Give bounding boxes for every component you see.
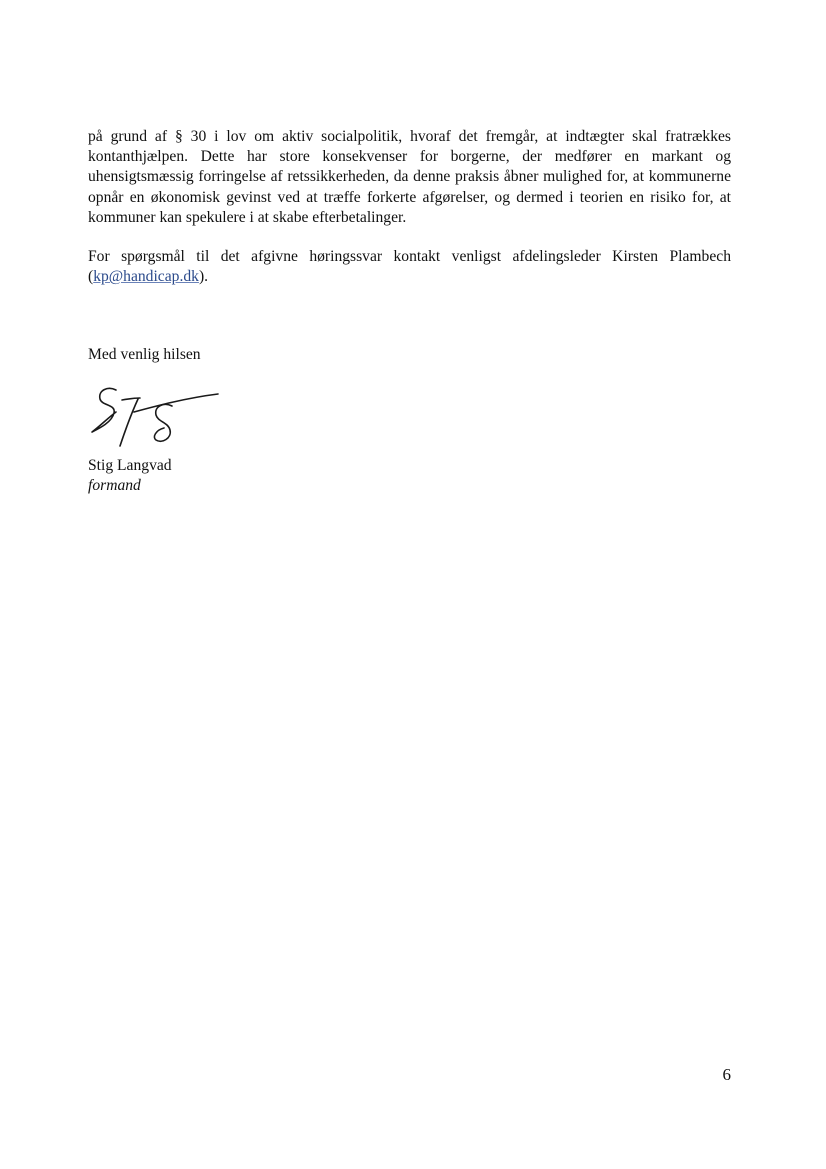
contact-email-link[interactable]: kp@handicap.dk: [93, 268, 199, 286]
body-paragraph-1: på grund af § 30 i lov om aktiv socialpolitik, hvoraf det fremgår, at indtægter skal fratrækkes kontanthjælpen. Dette har store konsekvenser for borgerne, der medfører en markant og uhensigtsmæssig forringelse af retssikkerheden, da denne praksis åbner mulighed for, at kommunerne opnår en økonomisk gevinst ved at træffe forkerte afgørelser, og dermed i teorien en risiko for, at kommuner kan spekulere i at skabe efterbetalinger.: [88, 128, 731, 226]
body-paragraph-2: [88, 247, 731, 287]
signer-name: Stig Langvad: [88, 457, 172, 474]
signer-title: formand: [88, 477, 141, 494]
page-number: 6: [722, 1065, 731, 1084]
paragraph-2-text-before: For spørgsmål til det afgivne høringssvar kontakt venligst afdelingsleder Kirsten Plambech (: [88, 248, 731, 286]
paragraph-2-text-after: ).: [198, 268, 209, 286]
closing-salutation: Med venlig hilsen: [88, 346, 201, 363]
handwritten-signature: [86, 382, 226, 454]
